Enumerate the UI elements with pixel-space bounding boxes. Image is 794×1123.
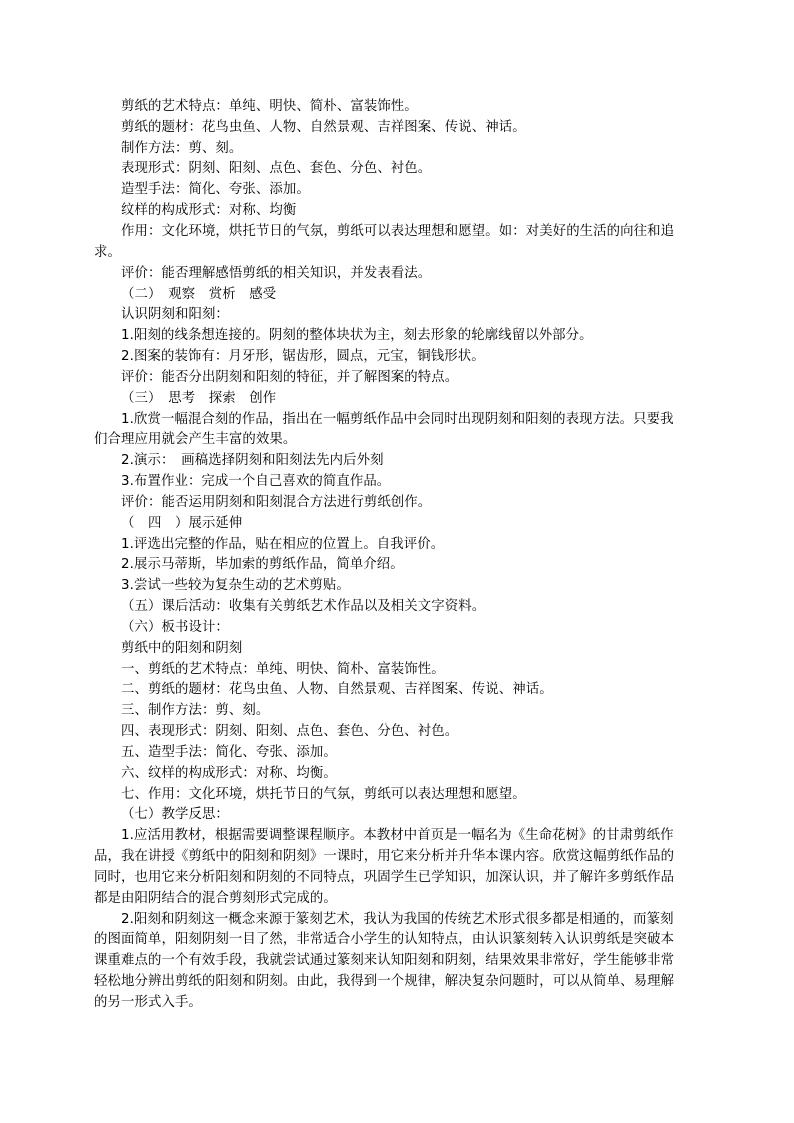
text-line: 三、制作方法：剪、刻。 [121, 703, 270, 718]
text-line: 认识阴刻和阳刻： [121, 307, 229, 322]
text-line: 3.尝试一些较为复杂生动的艺术剪贴。 [121, 578, 350, 593]
text-line: 评价：能否分出阴刻和阳刻的特征，并了解图案的特点。 [121, 370, 459, 385]
text-line: 一、剪纸的艺术特点：单纯、明快、简朴、富装饰性。 [121, 662, 445, 677]
text-line: 六、纹样的构成形式：对称、均衡。 [121, 766, 337, 781]
text-line: 表现形式：阴刻、阳刻、点色、套色、分色、衬色。 [121, 161, 432, 176]
text-line: 轻松地分辨出剪纸的阳刻和阴刻。由此，我得到一个规律，解决复杂问题时，可以从简单、易理解 [94, 974, 675, 989]
text-line: 评价：能否理解感悟剪纸的相关知识，并发表看法。 [121, 266, 432, 281]
text-line: 纹样的构成形式：对称、均衡 [121, 203, 297, 218]
text-line: 的图面简单，阳刻阴刻一目了然，非常适合小学生的认知特点，由认识篆刻转入认识剪纸是突破本 [94, 932, 675, 947]
section-heading: （三） 思考 探索 创作 [121, 391, 277, 406]
text-line: 的另一形式入手。 [94, 995, 202, 1010]
text-line: 七、作用：文化环境，烘托节日的气氛，剪纸可以表达理想和愿望。 [121, 787, 526, 802]
text-line: 评价：能否运用阴刻和阳刻混合方法进行剪纸创作。 [121, 495, 432, 510]
text-line: 四、表现形式：阴刻、阳刻、点色、套色、分色、衬色。 [121, 724, 459, 739]
text-line: 们合理应用就会产生丰富的效果。 [94, 432, 297, 447]
text-line: 1.阳刻的线条想连接的。阴刻的整体块状为主，刻去形象的轮廓线留以外部分。 [121, 328, 593, 343]
text-line: 2.阳刻和阴刻这一概念来源于篆刻艺术，我认为我国的传统艺术形式很多都是相通的，而篆刻 [121, 912, 674, 927]
section-heading: （二） 观察 赏析 感受 [121, 287, 277, 302]
text-line: 2.图案的装饰有：月牙形，锯齿形，圆点，元宝，铜钱形状。 [121, 349, 485, 364]
text-line: 求。 [94, 245, 121, 260]
text-line: 作用：文化环境，烘托节日的气氛，剪纸可以表达理想和愿望。如：对美好的生活的向往和追 [121, 224, 675, 239]
board-title: 剪纸中的阳刻和阴刻 [121, 641, 243, 656]
text-line: 1.欣赏一幅混合刻的作品，指出在一幅剪纸作品中会同时出现阴刻和阳刻的表现方法。只要我 [121, 412, 674, 427]
text-line: 都是由阳阴结合的混合剪刻形式完成的。 [94, 891, 337, 906]
text-line: 剪纸的题材：花鸟虫鱼、人物、自然景观、吉祥图案、传说、神话。 [121, 120, 526, 135]
text-line: 1.评选出完整的作品，贴在相应的位置上。自我评价。 [121, 537, 445, 552]
text-line: 1.应活用教材，根据需要调整课程顺序。本教材中首页是一幅名为《生命花树》的甘肃剪纸作 [121, 828, 674, 843]
section-heading: （五）课后活动：收集有关剪纸艺术作品以及相关文字资料。 [121, 599, 486, 614]
text-line: 2.演示： 画稿选择阴刻和阳刻法先内后外刻 [121, 453, 384, 468]
text-line: 造型手法：简化、夸张、添加。 [121, 182, 310, 197]
section-heading: （六）板书设计： [121, 620, 229, 635]
text-line: 课重难点的一个有效手段，我就尝试通过篆刻来认知阳刻和阴刻，结果效果非常好，学生能够非常 [94, 953, 675, 968]
text-line: 同时，也用它来分析阳刻和阴刻的不同特点，巩固学生已学知识，加深认识，并了解许多剪纸作品 [94, 870, 675, 885]
text-line: 二、剪纸的题材：花鸟虫鱼、人物、自然景观、吉祥图案、传说、神话。 [121, 682, 553, 697]
text-line: 剪纸的艺术特点：单纯、明快、简朴、富装饰性。 [121, 99, 418, 114]
text-line: 3.布置作业：完成一个自己喜欢的简直作品。 [121, 474, 391, 489]
text-line: 2.展示马蒂斯，毕加索的剪纸作品，简单介绍。 [121, 557, 404, 572]
text-line: 五、造型手法：简化、夸张、添加。 [121, 745, 337, 760]
text-line: 品，我在讲授《剪纸中的阳刻和阴刻》一课时，用它来分析并升华本课内容。欣赏这幅剪纸作品的 [94, 849, 675, 864]
section-heading: （ 四 ）展示延伸 [121, 516, 243, 531]
section-heading: （七）教学反思： [121, 807, 229, 822]
text-line: 制作方法：剪、刻。 [121, 141, 243, 156]
